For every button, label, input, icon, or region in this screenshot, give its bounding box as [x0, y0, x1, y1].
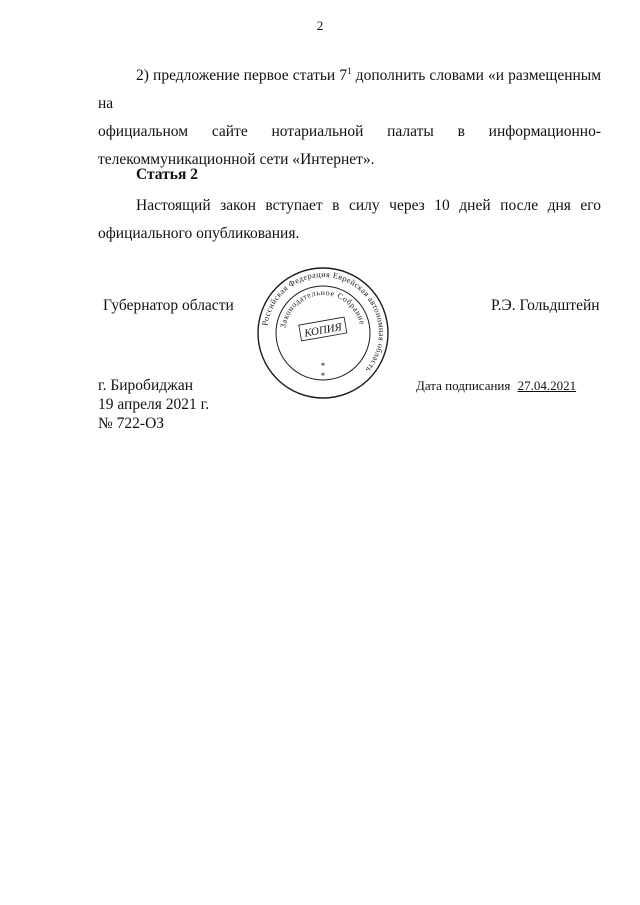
item-2-paragraph [98, 62, 601, 174]
item-2-line-1-superscript: 1 [347, 65, 352, 76]
issuance-date: 19 апреля 2021 г. [98, 396, 210, 413]
issuance-city: г. Биробиджан [98, 377, 194, 394]
signer-name: Р.Э. Гольдштейн [491, 297, 600, 314]
item-2-line-3: телекоммуникационной сети «Интернет». [98, 151, 375, 168]
signing-date [416, 376, 576, 395]
svg-text:Законодательное Собрание [278, 288, 367, 329]
article-2-line-1-text: Настоящий закон вступает в силу через 10 дней после дня его [136, 197, 601, 214]
seal-center-text: КОПИЯ [303, 321, 343, 340]
seal-star-upper: * [320, 361, 326, 371]
article-2-paragraph [98, 192, 601, 248]
official-seal [256, 266, 390, 400]
article-2-line-1 [98, 192, 601, 220]
item-2-line-1-text-a: 2) предложение первое статьи 7 [136, 67, 348, 84]
page-number: 2 [316, 18, 324, 33]
signer-title: Губернатор области [103, 297, 234, 314]
seal-inner-text: Законодательное Собрание [278, 287, 368, 329]
article-2-line-2: официального опубликования. [98, 225, 300, 242]
seal-star-lower: * [320, 371, 326, 381]
seal-outer-text: Российская Федерация Еврейская автономная область [260, 269, 387, 375]
article-2-heading: Статья 2 [136, 166, 198, 183]
item-2-line-1 [98, 62, 601, 118]
issuance-block [98, 376, 209, 433]
issuance-number: № 722-ОЗ [98, 415, 165, 432]
signing-date-value: 27.04.2021 [517, 378, 577, 393]
item-2-line-2: официальном сайте нотариальной палаты в информационно- [98, 123, 601, 140]
signing-date-label: Дата подписания [416, 378, 511, 393]
item-2-line-1-text-b: дополнить словами «и размещенным на [98, 67, 602, 112]
